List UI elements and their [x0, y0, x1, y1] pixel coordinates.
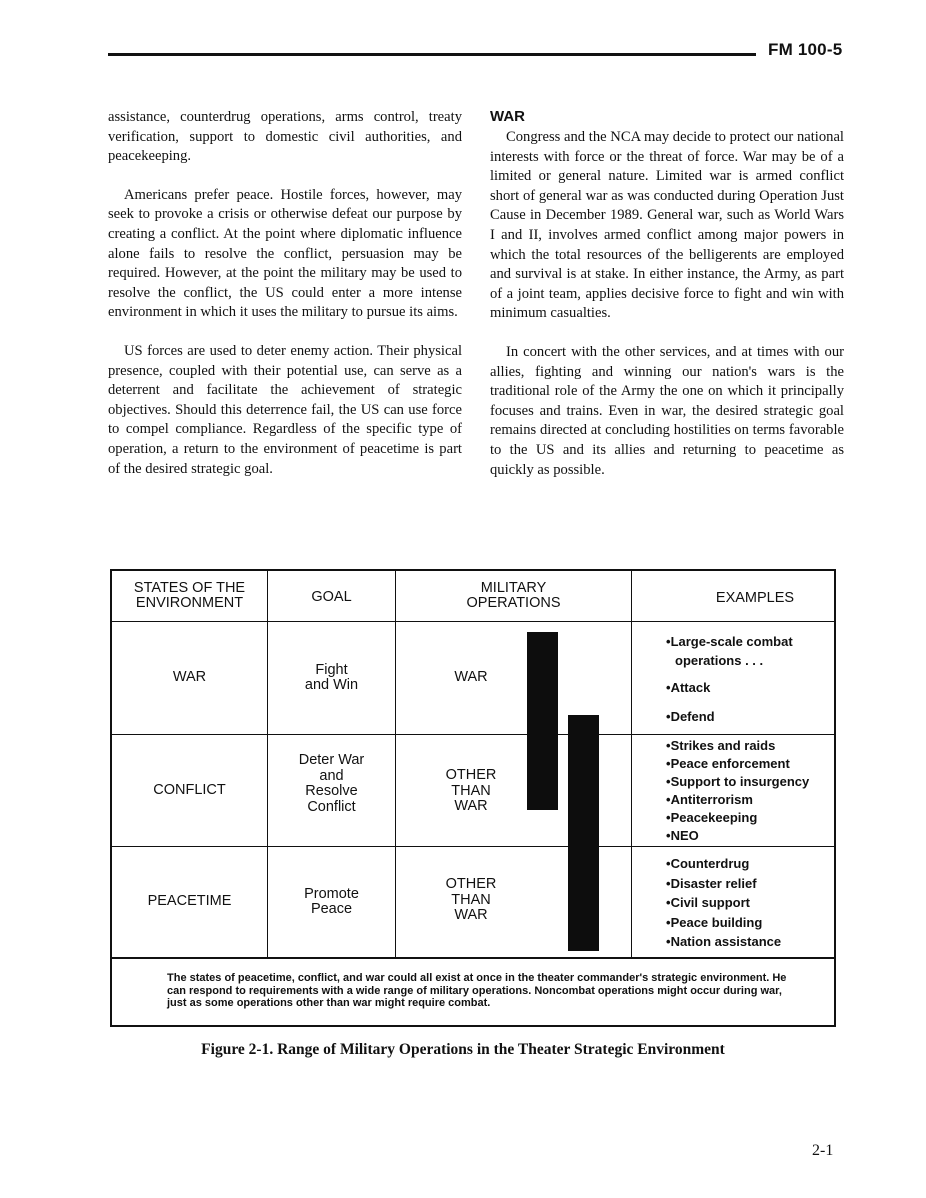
list-item: • Strikes and raids [666, 737, 809, 755]
state-peacetime: PEACETIME [147, 893, 232, 910]
state-war: WAR [172, 669, 207, 686]
body-paragraph: assistance, counterdrug operations, arms control, treaty verification, support to domestic civil authorities, and peacekeeping. [108, 109, 462, 165]
figure-caption: Figure 2-1. Range of Military Operations in the Theater Strategic Environment [201, 1041, 725, 1058]
other-than-war-range-bar [568, 715, 599, 951]
list-item: • Disaster relief [666, 874, 781, 894]
operations-war: WAR [454, 669, 488, 686]
list-item: • Antiterrorism [666, 791, 809, 809]
figure-table [110, 569, 836, 1027]
list-item: • Civil support [666, 893, 781, 913]
header-operations: MILITARY OPERATIONS [466, 580, 561, 611]
goal-peacetime: Promote Peace [304, 885, 359, 917]
table-divider [112, 957, 834, 959]
goal-conflict: Deter War and Resolve Conflict [298, 752, 365, 815]
document-id: FM 100-5 [768, 40, 843, 59]
examples-conflict [666, 737, 809, 846]
body-paragraph: US forces are used to deter enemy action. Their physical presence, coupled with their potential use, can serve as a deterrent and facilitate the achievement of strategic objectives. Should this deterrence fail, the US can use force to compel compliance. Regardless of the specific type of operation, a return to the environment of peacetime is part of the desired strategic goal. [108, 342, 462, 477]
list-item: • Large-scale combat [666, 633, 793, 652]
examples-war [666, 633, 793, 726]
right-column [490, 108, 844, 499]
header-states: STATES OF THE ENVIRONMENT [133, 580, 246, 611]
operations-peacetime: OTHER THAN WAR [445, 876, 497, 923]
list-item: • Defend [666, 708, 793, 727]
header-goal: GOAL [311, 588, 352, 605]
list-item: • NEO [666, 827, 809, 845]
page-number: 2-1 [812, 1142, 834, 1159]
body-paragraph: In concert with the other services, and at times with our allies, fighting and winning our nation's wars is the traditional role of the Army the one on which it principally focuses and trains. Even in war, the desired strategic goal remains directed at concluding hostilities on terms favorable to the US and its allies and returning to peacetime as quickly as possible. [490, 343, 844, 478]
list-item-continuation: operations . . . [675, 652, 764, 668]
operations-conflict: OTHER THAN WAR [445, 767, 497, 814]
list-item: • Counterdrug [666, 854, 781, 874]
header-rule [108, 53, 756, 56]
list-item: • Nation assistance [666, 932, 781, 952]
body-paragraph: Americans prefer peace. Hostile forces, however, may seek to provoke a crisis or otherwise defeat our purpose by creating a conflict. At the point where diplomatic influence alone fails to resolve the conflict, persuasion may be required. However, at the point the military may be used to resolve the conflict, the US could enter a more intense environment in which it uses the military to pursue its aims. [108, 186, 462, 321]
list-item: • Attack [666, 679, 793, 698]
list-item: • Support to insurgency [666, 773, 809, 791]
table-divider [631, 571, 632, 958]
examples-peacetime [666, 854, 781, 952]
list-item: • Peace enforcement [666, 755, 809, 773]
list-item: • Peacekeeping [666, 809, 809, 827]
goal-war: Fight and Win [304, 661, 359, 693]
list-item: • Peace building [666, 913, 781, 933]
figure-note: The states of peacetime, conflict, and war could all exist at once in the theater commander's strategic environment. He can respond to requirements with a wide range of military operations. Noncombat operations might occur during war, just as some operations other than war might require combat. [167, 972, 787, 1009]
state-conflict: CONFLICT [153, 781, 226, 798]
war-operations-range-bar [527, 632, 558, 810]
header-examples: EXAMPLES [715, 589, 795, 606]
section-heading-war: WAR [490, 108, 525, 125]
left-column [108, 108, 462, 498]
body-paragraph: Congress and the NCA may decide to protect our national interests with force or the threat of force. War may be of a limited or general nature. Limited war is armed conflict short of general war as was conducted during Operation Just Cause in December 1989. General war, such as World Wars I and II, involves armed conflict among major powers in which the total resources of the belligerents are employed and survival is at stake. In either instance, the Army, as part of a joint team, applies decisive force to fight and win with minimum casualties. [490, 129, 844, 322]
